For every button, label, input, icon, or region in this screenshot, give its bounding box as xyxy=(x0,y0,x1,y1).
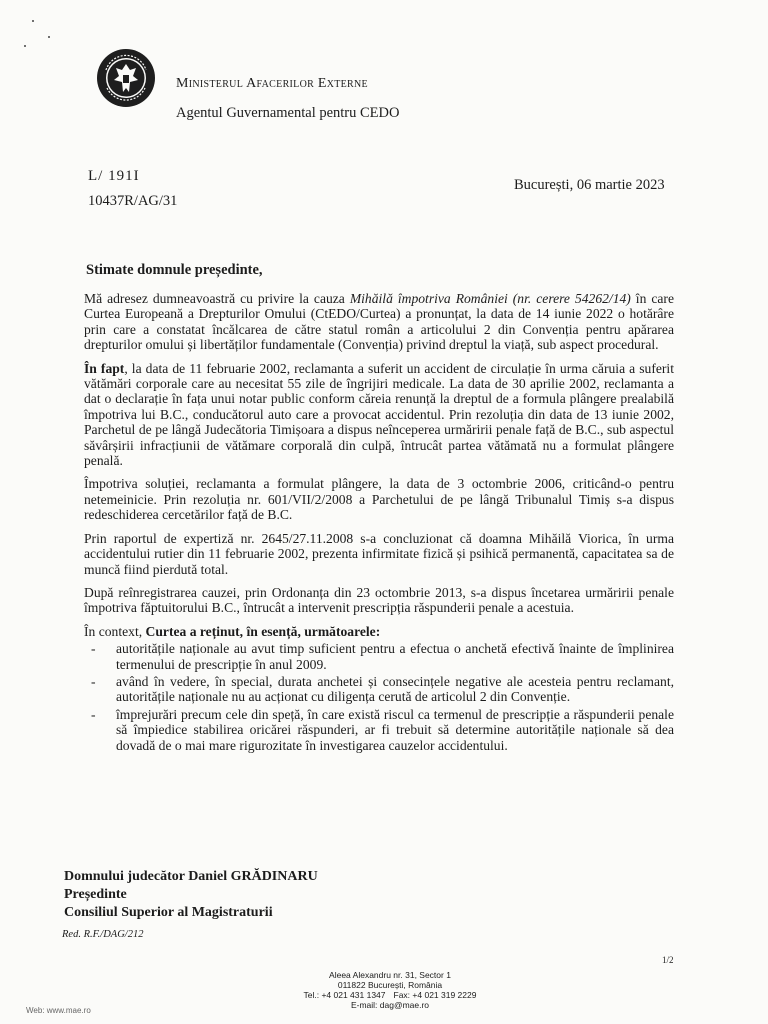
list-item xyxy=(84,674,674,705)
bullet-dash: - xyxy=(91,673,96,689)
addressee-institution: Consiliul Superior al Magistraturii xyxy=(64,905,273,920)
footer-fax: Fax: +4 021 319 2229 xyxy=(393,990,477,1000)
footer-tel: Tel.: +4 021 431 1347 xyxy=(303,990,386,1000)
letter-date: București, 06 martie 2023 xyxy=(514,177,665,193)
addressee-block xyxy=(64,868,318,922)
paragraph-4: Prin raportul de expertiză nr. 2645/27.11.2008 s-a concluzionat că doamna Mihăilă Viorica, în urma accidentului rutier din 11 februarie 2002, prezenta infirmitate fizică și psihică permanentă, capacitatea sa de muncă fiind pierdută total. xyxy=(84,530,674,577)
footer-contact xyxy=(260,970,520,1010)
reference-number-1: L/ 191I xyxy=(88,168,140,184)
scan-speck xyxy=(24,45,26,47)
paragraph-1-intro: Mă adresez dumneavoastră cu privire la cauza xyxy=(84,291,350,306)
paragraph-2 xyxy=(84,361,674,469)
footer-web: Web: www.mae.ro xyxy=(26,1006,91,1015)
paragraph-3: Împotriva soluției, reclamanta a formulat plângere, la data de 3 octombrie 2006, criticând-o pentru netemeinicie. Prin rezoluția nr. 601/VII/2/2008 a Parchetului de pe lângă Tribunalul Timiș s-a dispus redeschiderea cercetărilor față de B.C. xyxy=(84,476,674,523)
page-number: 1/2 xyxy=(662,955,674,965)
paragraph-6-lead: În context, xyxy=(84,623,146,639)
scan-speck xyxy=(48,36,50,38)
paragraph-6-bold: Curtea a reținut, în esență, următoarele xyxy=(145,623,376,639)
drafting-reference: Red. R.F./DAG/212 xyxy=(62,929,144,940)
footer-address-1: Aleea Alexandru nr. 31, Sector 1 xyxy=(329,970,451,980)
footer-phone-fax xyxy=(260,990,520,1000)
list-item xyxy=(84,707,674,753)
paragraph-2-body: , la data de 11 februarie 2002, reclamanta a suferit un accident de circulație în urma căruia a suferit vătămări corporale care au necesitat 55 zile de îngrijiri medicale. La data de 30 aprilie 2002, reclamanta a dat o declarație în fața unui notar public conform căreia renunță la dreptul de a formula plângere prealabilă împotriva lui B.C., conducătorul auto care a provocat accidentul. Prin rezoluția din data de 13 iunie 2002, Parchetul de pe lângă Judecătoria Timișoara a dispus neînceperea urmăririi penale față de B.C., sub aspectul săvârșirii infracțiunii de vătămare corporală din culpă, întrucât partea vătămată nu a formulat plângere penală. xyxy=(84,360,674,469)
paragraph-5: După reînregistrarea cauzei, prin Ordonanța din 23 octombrie 2013, s-a dispus încetarea urmăririi penale împotriva făptuitorului B.C., întrucât a intervenit prescripția răspunderii penale a acestuia. xyxy=(84,584,674,616)
scan-speck xyxy=(32,20,34,22)
reference-number-2: 10437R/AG/31 xyxy=(88,193,178,209)
addressee-name: Domnului judecător Daniel GRĂDINARU xyxy=(64,869,318,884)
paragraph-6 xyxy=(84,624,674,639)
list-item-text: autoritățile naționale au avut timp suficient pentru a efectua o anchetă efectivă înainte de împlinirea termenului de prescripție în anul 2009. xyxy=(116,641,674,672)
list-item xyxy=(84,641,674,672)
paragraph-1 xyxy=(84,291,674,353)
footer-address-2: 011822 București, România xyxy=(337,980,443,990)
paragraph-1-rest: în care Curtea Europeană a Drepturilor Omului (CtEDO/Curtea) a pronunțat, la data de 14 iunie 2022 o hotărâre prin care a constatat încălcarea de către statul român a articolului 2 din Convenția pentru apărarea drepturilor omului și libertăților fundamentale (Convenția) privind dreptul la viață, sub aspect procedural. xyxy=(84,291,674,353)
letter-body xyxy=(84,291,674,755)
addressee-title: Președinte xyxy=(64,887,127,902)
bullet-dash: - xyxy=(91,641,96,657)
paragraph-2-lead: În fapt xyxy=(84,360,125,376)
list-item-text: împrejurări precum cele din speță, în care există riscul ca termenul de prescripție a răspunderii penale să împiedice stabilirea oricărei răspunderi, ar fi trebuit să determine autoritățile naționale să dea dovadă de o mai mare rigurozitate în investigarea cauzelor accidentului. xyxy=(116,706,674,753)
bullet-dash: - xyxy=(91,706,96,722)
government-seal-icon xyxy=(96,48,156,108)
footer-email: E-mail: dag@mae.ro xyxy=(350,1000,430,1010)
agent-name: Agentul Guvernamental pentru CEDO xyxy=(176,105,400,121)
paragraph-6-colon: : xyxy=(375,623,381,639)
case-name: Mihăilă împotriva României (nr. cerere 54262/14) xyxy=(349,291,631,306)
ministry-name: Ministerul Afacerilor Externe xyxy=(176,76,368,91)
list-item-text: având în vedere, în special, durata anchetei și consecințele negative ale acesteia pentru reclamant, autoritățile naționale nu au acționat cu diligența cerută de articolul 2 din Convenție. xyxy=(116,673,674,705)
court-findings-list xyxy=(84,641,674,753)
salutation: Stimate domnule președinte, xyxy=(86,262,263,278)
